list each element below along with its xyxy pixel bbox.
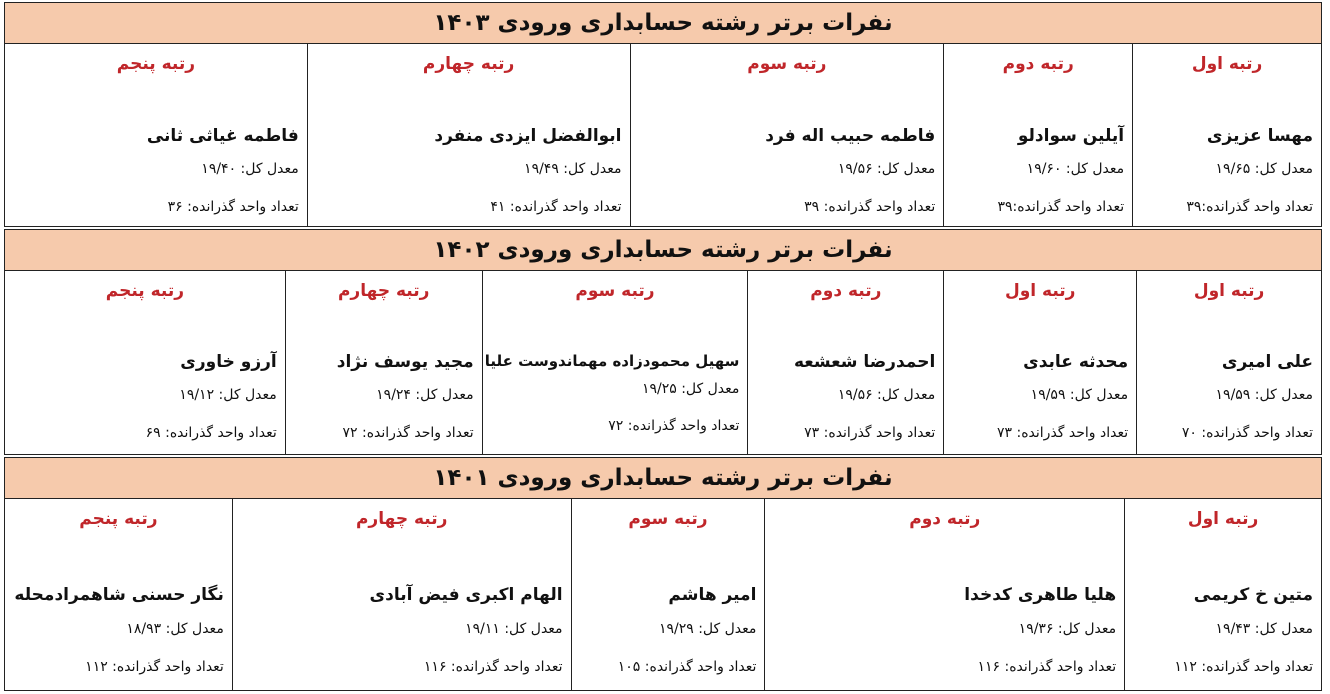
rank-label: رتبه سوم: [747, 54, 827, 74]
student-card: [1125, 499, 1322, 690]
units-text: تعداد واحد گذرانده: ۷۲: [608, 418, 740, 434]
student-name: محدثه عابدی: [1023, 352, 1129, 372]
rank-label: رتبه پنجم: [79, 509, 158, 529]
student-card: [308, 44, 631, 226]
student-card: [5, 44, 308, 226]
student-name: احمدرضا شعشعه: [793, 352, 936, 372]
gpa-text: معدل کل: ۱۹/۲۵: [641, 381, 740, 397]
student-name: آرزو خاوری: [180, 352, 277, 372]
student-card: [1133, 44, 1322, 226]
gpa-text: معدل کل: ۱۹/۵۹: [1215, 387, 1313, 403]
units-text: تعداد واحد گذرانده: ۶۹: [145, 425, 277, 441]
student-name: ابوالفضل ایزدی منفرد: [434, 126, 622, 146]
rank-label: رتبه سوم: [628, 509, 708, 529]
student-card: [748, 271, 944, 454]
units-text: تعداد واحد گذرانده: ۱۱۲: [85, 659, 224, 675]
units-text: تعداد واحد گذرانده: ۷۰: [1181, 425, 1313, 441]
student-name: الهام اکبری فیض آبادی: [369, 585, 563, 605]
student-card: [944, 271, 1137, 454]
gpa-text: معدل کل: ۱۹/۳۶: [1018, 621, 1117, 637]
gpa-text: معدل کل: ۱۹/۲۴: [376, 387, 474, 403]
units-text: تعداد واحد گذرانده: ۷۳: [804, 425, 936, 441]
student-card: [233, 499, 572, 690]
units-text: تعداد واحد گذرانده: ۳۶: [167, 199, 299, 215]
units-text: تعداد واحد گذرانده:۳۹: [997, 199, 1125, 215]
student-row: [4, 271, 1322, 455]
student-name: متین خ کریمی: [1193, 585, 1313, 605]
section-1403: [4, 2, 1322, 227]
student-name: امیر هاشم: [668, 585, 757, 605]
student-card: [5, 271, 286, 454]
student-card: [1137, 271, 1322, 454]
gpa-text: معدل کل: ۱۹/۵۹: [1030, 387, 1129, 403]
gpa-text: معدل کل: ۱۸/۹۳: [126, 621, 224, 637]
units-text: تعداد واحد گذرانده: ۷۳: [997, 425, 1129, 441]
rank-label: رتبه اول: [1193, 281, 1265, 301]
units-text: تعداد واحد گذرانده: ۳۹: [804, 199, 936, 215]
gpa-text: معدل کل: ۱۹/۵۶: [837, 161, 936, 177]
student-card: [286, 271, 483, 454]
gpa-text: معدل کل: ۱۹/۶۵: [1215, 161, 1313, 177]
student-card: [5, 499, 233, 690]
student-name: علی امیری: [1221, 352, 1313, 372]
student-name: مهسا عزیزی: [1206, 126, 1313, 146]
rank-label: رتبه چهارم: [422, 54, 515, 74]
section-1402: [4, 229, 1322, 455]
units-text: تعداد واحد گذرانده:۳۹: [1186, 199, 1313, 215]
rank-label: رتبه دوم: [909, 509, 981, 529]
student-card: [572, 499, 766, 690]
section-title: نفرات برتر رشته حسابداری ورودی ۱۴۰۳: [4, 2, 1322, 44]
rank-label: رتبه اول: [1187, 509, 1259, 529]
student-name: نگار حسنی شاهمرادمحله: [14, 585, 224, 605]
student-name: سهیل محمودزاده مهماندوست علیا: [484, 352, 740, 370]
student-name: آیلین سوادلو: [1017, 126, 1125, 146]
student-row: [4, 499, 1322, 691]
student-card: [483, 271, 749, 454]
section-title: نفرات برتر رشته حسابداری ورودی ۱۴۰۱: [4, 457, 1322, 499]
student-card: [765, 499, 1125, 690]
rank-label: رتبه پنجم: [105, 281, 184, 301]
student-name: فاطمه حبیب اله فرد: [765, 126, 936, 146]
section-title: نفرات برتر رشته حسابداری ورودی ۱۴۰۲: [4, 229, 1322, 271]
units-text: تعداد واحد گذرانده: ۱۱۶: [423, 659, 563, 675]
gpa-text: معدل کل: ۱۹/۶۰: [1026, 161, 1125, 177]
student-row: [4, 44, 1322, 227]
units-text: تعداد واحد گذرانده: ۱۱۲: [1174, 659, 1313, 675]
rank-label: رتبه چهارم: [355, 509, 448, 529]
gpa-text: معدل کل: ۱۹/۱۱: [465, 621, 563, 637]
gpa-text: معدل کل: ۱۹/۴۹: [524, 161, 622, 177]
units-text: تعداد واحد گذرانده: ۱۰۵: [617, 659, 757, 675]
rank-label: رتبه دوم: [810, 281, 882, 301]
gpa-text: معدل کل: ۱۹/۴۰: [201, 161, 299, 177]
units-text: تعداد واحد گذرانده: ۱۱۶: [977, 659, 1117, 675]
student-card: [944, 44, 1133, 226]
rank-label: رتبه چهارم: [337, 281, 430, 301]
rank-label: رتبه اول: [1191, 54, 1263, 74]
rank-label: رتبه دوم: [1002, 54, 1074, 74]
section-1401: [4, 457, 1322, 691]
units-text: تعداد واحد گذرانده: ۴۱: [490, 199, 622, 215]
student-name: هلیا طاهری کدخدا: [964, 585, 1117, 605]
gpa-text: معدل کل: ۱۹/۴۳: [1215, 621, 1313, 637]
student-name: فاطمه غیاثی ثانی: [146, 126, 299, 146]
units-text: تعداد واحد گذرانده: ۷۲: [342, 425, 474, 441]
rank-label: رتبه پنجم: [116, 54, 195, 74]
rank-label: رتبه اول: [1004, 281, 1076, 301]
rank-label: رتبه سوم: [575, 281, 655, 301]
student-name: مجید یوسف نژاد: [336, 352, 474, 372]
student-card: [631, 44, 945, 226]
gpa-text: معدل کل: ۱۹/۵۶: [837, 387, 936, 403]
gpa-text: معدل کل: ۱۹/۲۹: [658, 621, 757, 637]
gpa-text: معدل کل: ۱۹/۱۲: [179, 387, 277, 403]
